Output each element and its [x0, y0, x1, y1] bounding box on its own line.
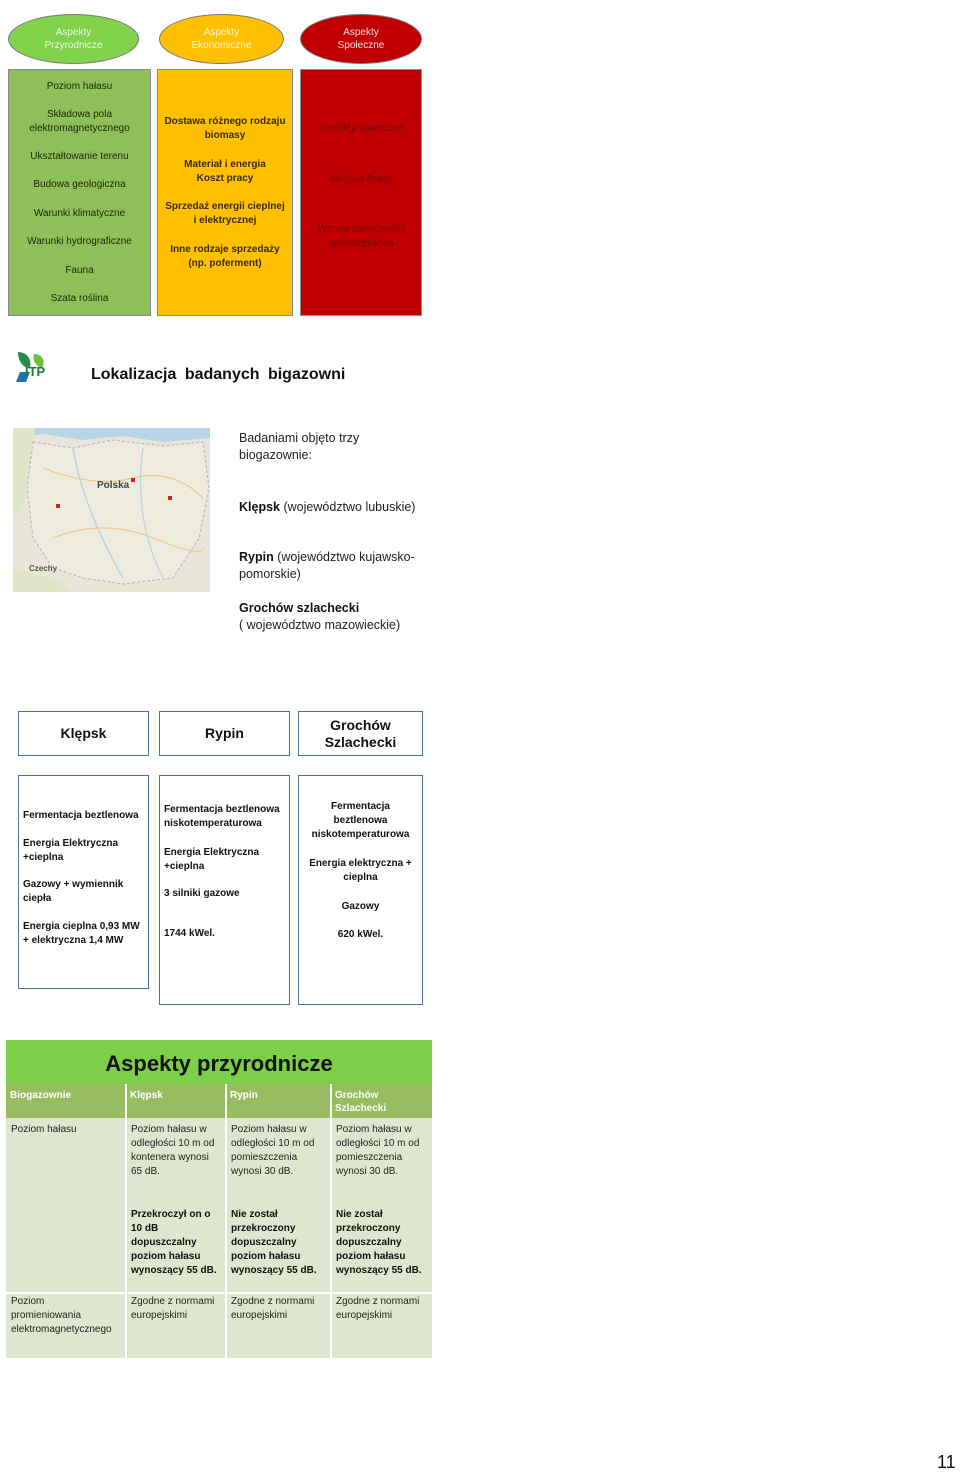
- detail-line: Energia cieplna 0,93 MW + elektryczna 1,4 MW: [23, 921, 140, 946]
- natural-item: Fauna: [65, 265, 94, 276]
- natural-item: Budowa geologiczna: [33, 179, 126, 190]
- table-header-cell: Rypin: [226, 1084, 330, 1118]
- economic-item: Dostawa różnego rodzaju biomasy: [164, 116, 286, 141]
- plant-header-rypin: Rypin: [159, 711, 290, 756]
- detail-line: Energia elektryczna + cieplna: [309, 858, 412, 883]
- detail-line: Fermentacja beztlenowa niskotemperaturowa: [164, 804, 280, 829]
- detail-line: Fermentacja beztlenowa niskotemperaturowa: [311, 801, 410, 840]
- table-cell: Poziom hałasu w odległości 10 m od kontenera wynosi 65 dB.: [131, 1124, 215, 1177]
- plant-location-item: [239, 532, 434, 583]
- social-item: Miejsca Pracy: [329, 174, 393, 185]
- plant-region: ( województwo mazowieckie): [239, 618, 401, 632]
- economic-item: Inne rodzaje sprzedaży (np. poferment): [170, 244, 280, 269]
- map-label-neighbor: Czechy: [29, 564, 58, 573]
- plant-details-rypin: [159, 775, 290, 1005]
- natural-item: Poziom hałasu: [46, 81, 113, 92]
- social-item: Wzrost zamożności społeczeństwa: [317, 224, 405, 249]
- slide-title: Lokalizacja badanych bigazowni: [91, 366, 346, 383]
- plant-region: (województwo lubuskie): [280, 500, 416, 514]
- natural-aspects-table: [6, 1040, 432, 1358]
- plant-details-klepsk: [18, 775, 149, 989]
- natural-aspects-oval: Aspekty Przyrodnicze: [8, 14, 139, 64]
- plant-header-grochow: Grochów Szlachecki: [298, 711, 423, 756]
- table-cell: Zgodne z normami europejskimi: [131, 1296, 215, 1321]
- natural-item: Szata roślina: [50, 293, 109, 304]
- row-label: Poziom hałasu: [11, 1124, 77, 1135]
- page-number: 11: [937, 1452, 956, 1472]
- economic-aspects-column: [157, 69, 293, 316]
- plant-name: Klępsk: [239, 500, 280, 514]
- table-header-cell: Biogazownie: [6, 1084, 125, 1118]
- plant-details-grochow: [298, 775, 423, 1005]
- itp-logo-text: ITP: [25, 364, 46, 379]
- table-cell-note: Nie został przekroczony dopuszczalny poziom hałasu wynoszący 55 dB.: [231, 1209, 317, 1276]
- plant-name: Grochów szlachecki: [239, 601, 360, 615]
- row-label: Poziom promieniowania elektromagnetycznego: [11, 1296, 112, 1335]
- natural-item: Warunki klimatyczne: [33, 208, 126, 219]
- table-cell: Poziom hałasu w odległości 10 m od pomieszczenia wynosi 30 dB.: [336, 1124, 420, 1177]
- plant-name: Rypin: [239, 550, 274, 564]
- table-cell-note: Przekroczył on o 10 dB dopuszczalny poziom hałasu wynoszący 55 dB.: [131, 1209, 217, 1276]
- plant-location-item: [239, 482, 434, 516]
- detail-line: Gazowy: [341, 901, 380, 912]
- economic-item: Sprzedaż energii cieplnej i elektrycznej: [165, 201, 285, 226]
- location-slide: [6, 340, 434, 668]
- natural-aspects-column: [8, 69, 151, 316]
- natural-item: Składowa pola elektromagnetycznego: [29, 109, 130, 134]
- detail-line: Energia Elektryczna +cieplna: [164, 847, 260, 872]
- social-item: Konflikty społeczne: [318, 123, 404, 134]
- natural-item: Ukształtowanie terenu: [30, 151, 129, 162]
- table-cell: Zgodne z normami europejskimi: [231, 1296, 315, 1321]
- economic-aspects-oval: Aspekty Ekonomiczne: [159, 14, 284, 64]
- poland-map: [13, 428, 210, 592]
- social-aspects-column: [300, 69, 422, 316]
- table-cell-note: Nie został przekroczony dopuszczalny poziom hałasu wynoszący 55 dB.: [336, 1209, 422, 1276]
- plant-region: (województwo kujawsko- pomorskie): [239, 550, 415, 581]
- economic-item: Materiał i energia Koszt pracy: [184, 159, 266, 184]
- detail-line: 3 silniki gazowe: [164, 888, 240, 899]
- plant-header-klepsk: Klępsk: [18, 711, 149, 756]
- table-header-cell: Grochów Szlachecki: [331, 1084, 432, 1118]
- detail-line: 1744 kWel.: [164, 928, 215, 939]
- natural-item: Warunki hydrograficzne: [27, 236, 132, 247]
- detail-line: Energia Elektryczna +cieplna: [23, 838, 119, 863]
- social-aspects-oval: Aspekty Społeczne: [300, 14, 422, 64]
- table-divider: [6, 1292, 432, 1294]
- detail-line: Gazowy + wymiennik ciepła: [23, 879, 124, 904]
- table-header-cell: Klępsk: [126, 1084, 225, 1118]
- map-label-country: Polska: [97, 480, 130, 491]
- table-title: Aspekty przyrodnicze: [6, 1040, 432, 1084]
- slide-intro: Badaniami objęto trzy biogazownie:: [239, 431, 360, 462]
- detail-line: 620 kWel.: [337, 929, 384, 940]
- table-cell: Poziom hałasu w odległości 10 m od pomieszczenia wynosi 30 dB.: [231, 1124, 315, 1177]
- plant-location-item: [239, 583, 434, 634]
- table-cell: Zgodne z normami europejskimi: [336, 1296, 420, 1321]
- detail-line: Fermentacja beztlenowa: [23, 810, 139, 821]
